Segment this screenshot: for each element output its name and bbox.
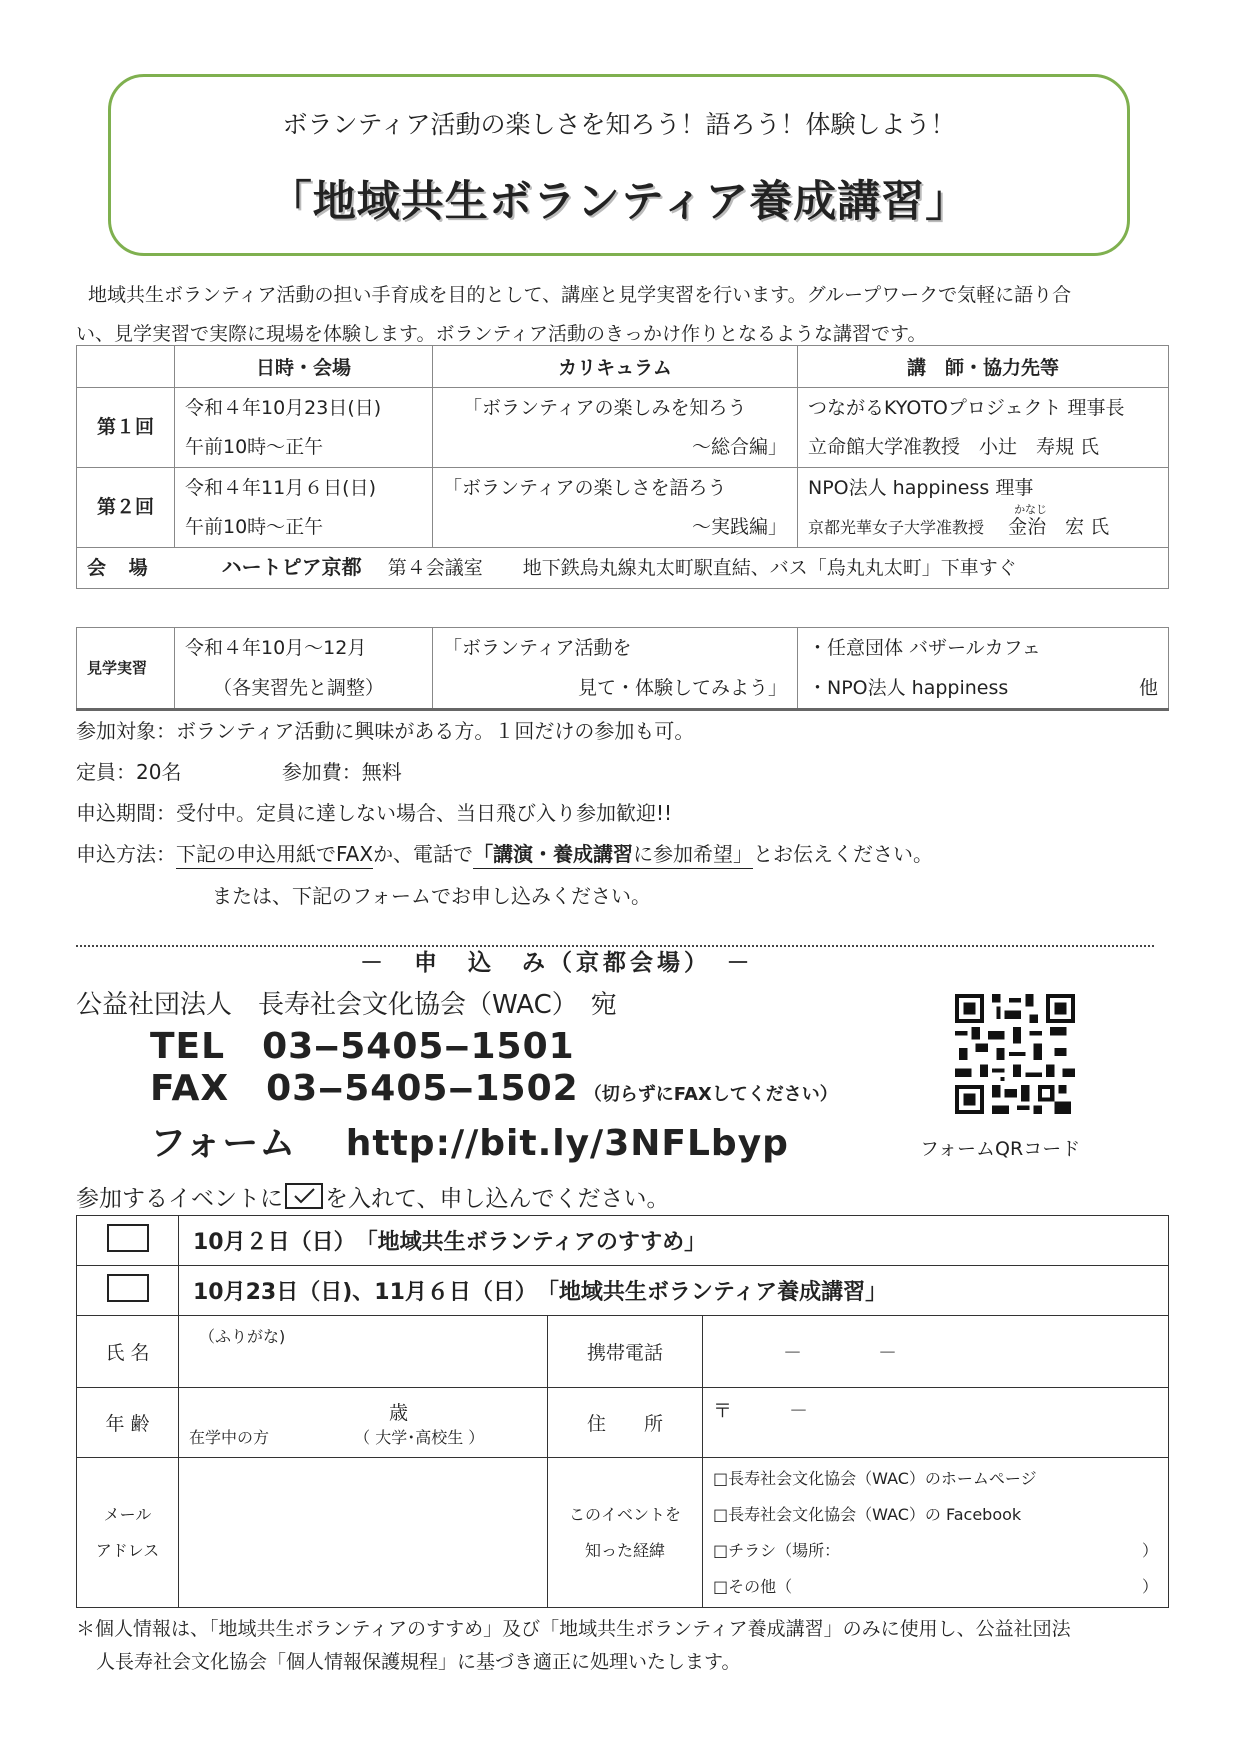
source-option-other-line[interactable] — [713, 1569, 1158, 1605]
age-field[interactable] — [179, 1388, 548, 1458]
form-label: フォーム — [150, 1123, 297, 1164]
student-type: （ 大学･高校生 ） — [354, 1427, 485, 1447]
header-empty — [77, 346, 175, 388]
apply-fax-note: （切らずにFAXしてください） — [583, 1084, 838, 1105]
lecturer-name-wrap — [1008, 502, 1110, 547]
privacy-footnote — [76, 1613, 1176, 1679]
address-field[interactable] — [703, 1388, 1169, 1458]
footnote-line-2: 人長寿社会文化協会「個人情報保護規程」に基づき適正に処理いたします。 — [96, 1651, 741, 1673]
form-instruction — [76, 1180, 670, 1213]
mobile-field[interactable] — [703, 1316, 1169, 1388]
source-label-2: 知った経緯 — [584, 1540, 665, 1560]
curriculum-line-1: 「ボランティアの楽しみを知ろう — [463, 396, 747, 419]
venue-name: ハートピア京都 — [221, 555, 362, 579]
tour-date-note: （各実習先と調整） — [213, 677, 385, 699]
curriculum-line-1: 「ボランティアの楽しさを語ろう — [443, 476, 727, 499]
tour-date: 令和４年10月～12月 — [185, 637, 367, 659]
lecturer-name: 金治 宏 氏 — [1008, 515, 1110, 538]
event-row-1 — [77, 1216, 1169, 1266]
date-cell — [175, 468, 433, 548]
lecturer-line-1: つながるKYOTOプロジェクト 理事長 — [808, 396, 1125, 419]
footnote-line-1: ＊個人情報は、「地域共生ボランティアのすすめ」及び「地域共生ボランティア養成講習」のみに使用し、公益社団法 — [76, 1618, 1071, 1640]
qr-caption: フォームQRコード — [920, 1138, 1081, 1160]
tour-label: 見学実習 — [77, 628, 175, 710]
info-method-2: または、下記のフォームでお申し込みください。 — [212, 884, 651, 908]
apply-tel: TEL 03‒5405‒1501 — [150, 1026, 575, 1067]
tour-row — [77, 628, 1169, 710]
apply-fax: FAX 03‒5405‒1502 — [150, 1068, 579, 1109]
schedule-table — [76, 345, 1169, 589]
source-option-flyer: □チラシ（場所： — [713, 1540, 841, 1560]
tour-coop-2-line — [808, 668, 1158, 708]
header-curriculum: カリキュラム — [433, 346, 798, 388]
email-field[interactable] — [179, 1458, 548, 1608]
source-option-facebook[interactable]: □長寿社会文化協会（WAC）の Facebook — [713, 1504, 1022, 1524]
close-paren: ） — [1141, 1540, 1158, 1560]
apply-fax-line — [150, 1060, 838, 1111]
lecturer-ruby: かなじ — [1014, 502, 1048, 516]
method-phone-bold: 「講演・養成講習 — [473, 842, 634, 866]
qr-code[interactable] — [955, 994, 1075, 1114]
intro-line-2: い、見学実習で実際に現場を体験します。ボランティア活動のきっかけ作りとなるような講習です。 — [76, 323, 927, 345]
apply-heading: － 申 込 み（京都会場） － — [360, 950, 754, 976]
info-capacity: 定員：20名 — [76, 760, 182, 784]
lecturer-line-2 — [808, 502, 1158, 547]
lecturer-line-2: 立命館大学准教授 小辻 寿規 氏 — [808, 435, 1100, 458]
age-row — [77, 1388, 1169, 1458]
method-phone-rest: に参加希望」 — [633, 842, 754, 866]
method-mid: か、電話で — [373, 842, 474, 866]
email-label-cell — [77, 1458, 179, 1608]
date-cell — [175, 388, 433, 468]
source-option-homepage[interactable]: □長寿社会文化協会（WAC）のホームページ — [713, 1468, 1037, 1488]
tour-date-cell — [175, 628, 433, 710]
info-method — [76, 838, 933, 867]
source-option-other: □その他（ — [713, 1576, 793, 1596]
date-text: 令和４年10月23日(日) — [185, 396, 382, 419]
lecturer-affiliation: 京都光華女子大学准教授 — [808, 517, 985, 537]
tour-coop-cell — [798, 628, 1169, 710]
round-label: 第２回 — [77, 468, 175, 548]
student-line — [189, 1425, 537, 1448]
tour-coop-1: ・任意団体 バザールカフェ — [808, 637, 1041, 659]
name-row — [77, 1316, 1169, 1388]
apply-form-line — [150, 1115, 789, 1166]
curriculum-line-2: ～総合編」 — [691, 435, 787, 458]
round-label: 第１回 — [77, 388, 175, 468]
address-label: 住 所 — [548, 1388, 703, 1458]
instr-post: を入れて、申し込んでください。 — [325, 1186, 670, 1212]
schedule-row-1 — [77, 388, 1169, 468]
intro-text — [76, 276, 1176, 354]
curriculum-cell — [433, 468, 798, 548]
tour-table — [76, 627, 1169, 711]
event-1-checkbox[interactable] — [107, 1224, 149, 1252]
venue-access: 地下鉄烏丸線丸太町駅直結、バス「烏丸丸太町」下車すぐ — [522, 557, 1017, 579]
mobile-label: 携帯電話 — [548, 1316, 703, 1388]
application-form — [76, 1215, 1169, 1608]
lecturer-cell — [798, 468, 1169, 548]
venue-label: 会 場 — [87, 557, 156, 579]
form-url[interactable]: http://bit.ly/3NFLbyp — [345, 1123, 789, 1164]
curriculum-line-2: ～実践編」 — [691, 515, 787, 538]
info-target: 参加対象：ボランティア活動に興味がある方。１回だけの参加も可。 — [76, 719, 695, 743]
info-period: 申込期間：受付中。定員に達しない場合、当日飛び入り参加歓迎!! — [76, 801, 673, 825]
lecturer-cell — [798, 388, 1169, 468]
time-text: 午前10時～正午 — [185, 515, 324, 538]
method-fax: 下記の申込用紙でFAX — [176, 842, 373, 869]
event-checkbox-cell[interactable] — [77, 1266, 179, 1316]
venue-row — [77, 548, 1169, 589]
apply-org: 公益社団法人 長寿社会文化協会（WAC） 宛 — [76, 990, 617, 1020]
event-2-label: 10月23日（日)、11月６日（日） 「地域共生ボランティア養成講習」 — [179, 1266, 1169, 1316]
source-options — [703, 1458, 1169, 1608]
lecturer-line-1: NPO法人 happiness 理事 — [808, 476, 1034, 499]
email-row — [77, 1458, 1169, 1608]
checkbox-checked-icon — [285, 1183, 323, 1209]
header-date: 日時・会場 — [175, 346, 433, 388]
name-label: 氏 名 — [77, 1316, 179, 1388]
method-end: とお伝えください。 — [753, 842, 934, 866]
tour-curriculum-cell — [433, 628, 798, 710]
method-phone — [473, 842, 753, 869]
header-lecturer: 講 師・協力先等 — [798, 346, 1169, 388]
age-unit: 歳 — [389, 1401, 409, 1424]
venue-cell — [77, 548, 1169, 589]
email-label-2: アドレス — [95, 1540, 160, 1560]
tour-coop-other: 他 — [1138, 677, 1158, 699]
method-label: 申込方法： — [76, 842, 176, 866]
age-label: 年 齢 — [77, 1388, 179, 1458]
event-1-label: 10月２日（日） 「地域共生ボランティアのすすめ」 — [179, 1216, 1169, 1266]
student-label: 在学中の方 — [189, 1427, 270, 1447]
intro-line-1: 地域共生ボランティア活動の担い手育成を目的として、講座と見学実習を行います。グループワークで気軽に語り合 — [88, 284, 1072, 306]
email-label-1: メール — [103, 1504, 152, 1524]
page-title: 「地域共生ボランティア養成講習」 — [268, 177, 970, 227]
schedule-header-row — [77, 346, 1169, 388]
postal-mark: 〒 － — [713, 1400, 809, 1422]
tour-coop-2: ・NPO法人 happiness — [808, 677, 1009, 699]
date-text: 令和４年11月６日(日) — [185, 476, 377, 499]
source-option-flyer-line[interactable] — [713, 1533, 1158, 1569]
event-row-2 — [77, 1266, 1169, 1316]
info-fee: 参加費：無料 — [281, 760, 402, 784]
schedule-row-2 — [77, 468, 1169, 548]
furigana-label: （ふりがな) — [199, 1327, 286, 1346]
source-label-1: このイベントを — [568, 1504, 681, 1524]
subtitle: ボランティア活動の楽しさを知ろう！語ろう！体験しよう！ — [282, 110, 956, 139]
info-capacity-line — [76, 756, 402, 785]
close-paren: ） — [1141, 1576, 1158, 1596]
venue-room: 第４会議室 — [387, 557, 483, 579]
tour-curriculum-2: 見て・体験してみよう」 — [577, 677, 787, 699]
time-text: 午前10時～正午 — [185, 435, 324, 458]
curriculum-cell — [433, 388, 798, 468]
event-checkbox-cell[interactable] — [77, 1216, 179, 1266]
instr-pre: 参加するイベントに — [76, 1186, 283, 1212]
tour-curriculum-1: 「ボランティア活動を — [443, 637, 632, 659]
name-field[interactable] — [179, 1316, 548, 1388]
source-label-cell — [548, 1458, 703, 1608]
mobile-dash: － － — [783, 1342, 898, 1364]
event-2-checkbox[interactable] — [107, 1274, 149, 1302]
